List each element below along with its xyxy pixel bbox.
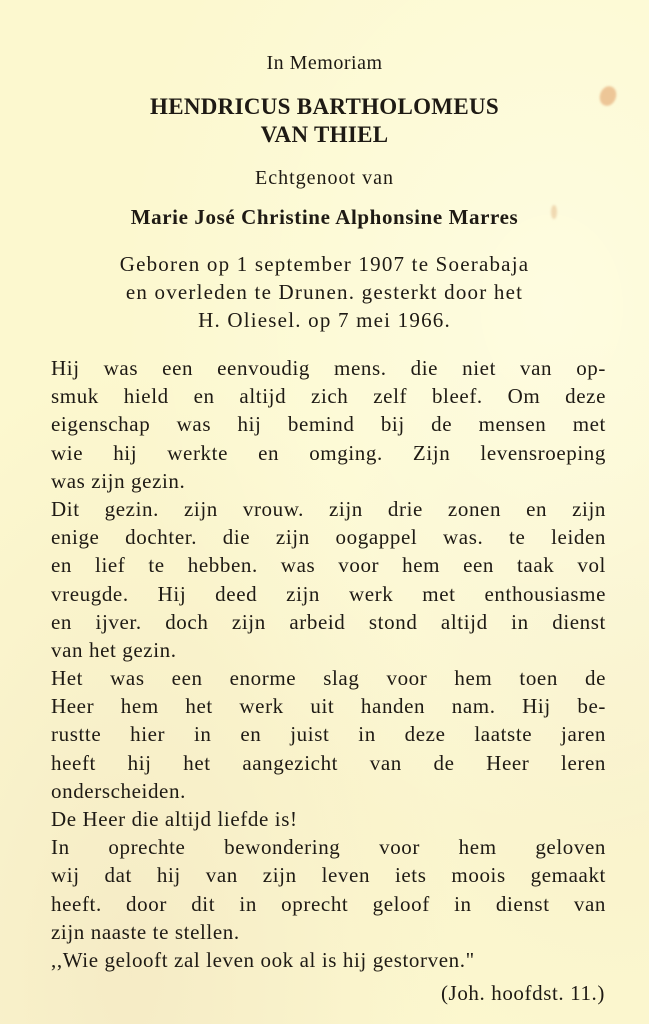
birth-death-dates	[0, 250, 649, 334]
text-line: wij dat hij van zijn leven iets moois gemaakt	[51, 863, 606, 888]
text-line: zijn naaste te stellen.	[51, 919, 240, 944]
text-line: Het was een enorme slag voor hem toen de	[51, 666, 606, 691]
text-line: In oprechte bewondering voor hem geloven	[51, 835, 606, 860]
spouse-label: Echtgenoot van	[255, 167, 394, 189]
text-line: was zijn gezin.	[51, 468, 186, 493]
text-line: vreugde. Hij deed zijn werk met enthousiasme	[51, 581, 606, 606]
text-line: wie hij werkte en omging. Zijn levensroeping	[51, 440, 606, 465]
dates-line: Geboren op 1 september 1907 te Soerabaja	[119, 252, 530, 276]
text-line: smuk hield en altijd zich zelf bleef. Om deze	[51, 384, 606, 409]
spouse-name: Marie José Christine Alphonsine Marres	[130, 205, 519, 229]
text-line: van het gezin.	[51, 637, 177, 662]
deceased-name-line-2: VAN THIEL	[260, 122, 389, 147]
scripture-quote: ,,Wie gelooft zal leven ook al is hij gestorven."	[51, 947, 475, 972]
card-title: In Memoriam	[266, 52, 383, 74]
text-line: heeft hij het aangezicht van de Heer leren	[51, 750, 606, 775]
text-line: enige dochter. die zijn oogappel was. te leiden	[51, 525, 606, 550]
dates-line: en overleden te Drunen. gesterkt door het	[125, 280, 524, 304]
text-line: onderscheiden.	[51, 778, 186, 803]
eulogy-text	[51, 354, 606, 974]
deceased-name-line-1: HENDRICUS BARTHOLOMEUS	[150, 94, 499, 119]
text-line: Dit gezin. zijn vrouw. zijn drie zonen en zijn	[51, 496, 606, 521]
text-line: Heer hem het werk uit handen nam. Hij be-	[51, 694, 606, 719]
text-line: eigenschap was hij bemind bij de mensen met	[51, 412, 606, 437]
text-line: rustte hier in en juist in deze laatste jaren	[51, 722, 606, 747]
text-line: De Heer die altijd liefde is!	[51, 807, 298, 831]
dates-line: H. Oliesel. op 7 mei 1966.	[198, 308, 451, 332]
text-line: en ijver. doch zijn arbeid stond altijd in dienst	[51, 609, 606, 634]
text-line: heeft. door dit in oprecht geloof in dienst van	[51, 891, 606, 916]
text-line: en lief te hebben. was voor hem een taak vol	[51, 553, 606, 578]
scripture-citation: (Joh. hoofdst. 11.)	[440, 981, 605, 1005]
text-line: Hij was een eenvoudig mens. die niet van op-	[51, 356, 606, 380]
